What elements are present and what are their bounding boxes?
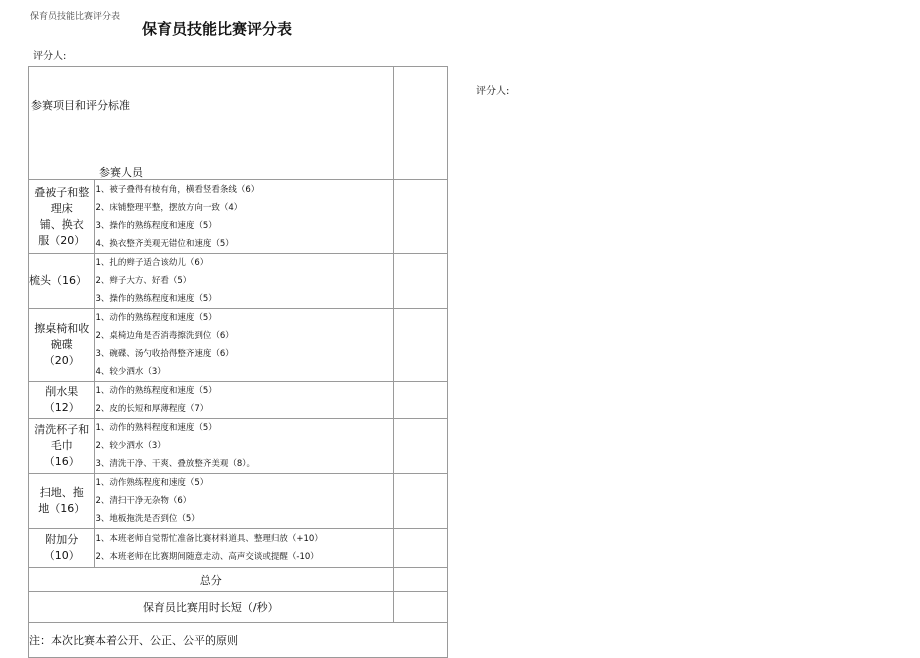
criteria-list <box>95 180 393 254</box>
criteria-item: 4、较少洒水（3） <box>95 367 166 377</box>
category-name: 叠被子和整 理床 铺、换衣 服（20） <box>29 180 95 254</box>
time-row <box>29 592 448 623</box>
time-label: 保育员比赛用时长短（/秒） <box>29 592 394 623</box>
criteria-item: 2、皮的长短和厚薄程度（7） <box>95 404 209 414</box>
category-name: 梳头（16） <box>29 254 95 309</box>
scoring-table <box>28 66 448 658</box>
criteria-item: 2、桌椅边角是否消毒擦洗到位（6） <box>95 331 234 341</box>
table-row <box>29 254 448 309</box>
criteria-list <box>95 309 393 382</box>
time-input-cell[interactable] <box>393 592 447 623</box>
page-title: 保育员技能比赛评分表 <box>142 20 293 38</box>
criteria-item: 4、换衣整齐美观无错位和速度（5） <box>95 238 234 249</box>
criteria-item: 1、本班老师自觉帮忙准备比赛材料道具、整理归放（+10） <box>95 534 323 544</box>
criteria-item: 3、清洗干净、干爽、叠放整齐美观（8）。 <box>95 459 256 469</box>
criteria-list <box>95 419 393 474</box>
header-cell <box>29 67 394 180</box>
criteria-item: 3、操作的熟练程度和速度（5） <box>95 294 217 304</box>
criteria-item: 2、床铺整理平整，摆放方向一致（4） <box>95 202 243 213</box>
total-row <box>29 568 448 592</box>
criteria-item: 1、扎的辫子适合该幼儿（6） <box>95 258 209 268</box>
criteria-list <box>95 529 393 568</box>
table-row <box>29 180 448 254</box>
table-row <box>29 382 448 419</box>
criteria-item: 1、动作的熟料程度和速度（5） <box>95 423 217 433</box>
criteria-item: 1、被子叠得有棱有角，横看竖看条线（6） <box>95 184 260 195</box>
criteria-list <box>95 382 393 419</box>
header-bottom-label: 参赛人员 <box>99 166 143 179</box>
table-row <box>29 529 448 568</box>
category-name: 清洗杯子和 毛巾 （16） <box>29 419 95 474</box>
criteria-item: 2、较少洒水（3） <box>95 441 166 451</box>
score-input-cell[interactable] <box>393 254 447 309</box>
note-text: 注：本次比赛本着公开、公正、公平的原则 <box>29 623 448 658</box>
header-top-label: 参赛项目和评分标准 <box>31 99 130 112</box>
criteria-item: 2、清扫干净无杂物（6） <box>95 496 192 506</box>
criteria-item: 1、动作的熟练程度和速度（5） <box>95 386 217 396</box>
table-row <box>29 419 448 474</box>
criteria-item: 1、动作的熟练程度和速度（5） <box>95 313 217 323</box>
scorer-label-left: 评分人: <box>33 51 67 62</box>
score-input-cell[interactable] <box>393 382 447 419</box>
table-row <box>29 474 448 529</box>
criteria-list <box>95 474 393 529</box>
header-small-title: 保育员技能比赛评分表 <box>30 12 121 22</box>
table-row <box>29 309 448 382</box>
category-name: 附加分 （10） <box>29 529 95 568</box>
category-name: 擦桌椅和收 碗碟 （20） <box>29 309 95 382</box>
score-input-cell[interactable] <box>393 419 447 474</box>
scorer-label-right: 评分人: <box>476 86 510 97</box>
criteria-item: 3、操作的熟练程度和速度（5） <box>95 220 217 231</box>
criteria-item: 2、辫子大方、好看（5） <box>95 276 192 286</box>
table-header-row <box>29 67 448 180</box>
criteria-item: 3、碗碟、汤勺收拾得整齐速度（6） <box>95 349 234 359</box>
score-input-cell[interactable] <box>393 309 447 382</box>
score-input-cell[interactable] <box>393 529 447 568</box>
category-name: 扫地、拖 地（16） <box>29 474 95 529</box>
criteria-item: 2、本班老师在比赛期间随意走动、高声交谈或提醒（-10） <box>95 552 319 562</box>
score-input-cell[interactable] <box>393 67 447 180</box>
score-input-cell[interactable] <box>393 474 447 529</box>
total-score-cell[interactable] <box>393 568 447 592</box>
total-label: 总分 <box>29 568 394 592</box>
score-input-cell[interactable] <box>393 180 447 254</box>
note-row <box>29 623 448 658</box>
criteria-list <box>95 254 393 309</box>
criteria-item: 3、地板拖洗是否到位（5） <box>95 514 200 524</box>
criteria-item: 1、动作熟练程度和速度（5） <box>95 478 209 488</box>
category-name: 削水果 （12） <box>29 382 95 419</box>
